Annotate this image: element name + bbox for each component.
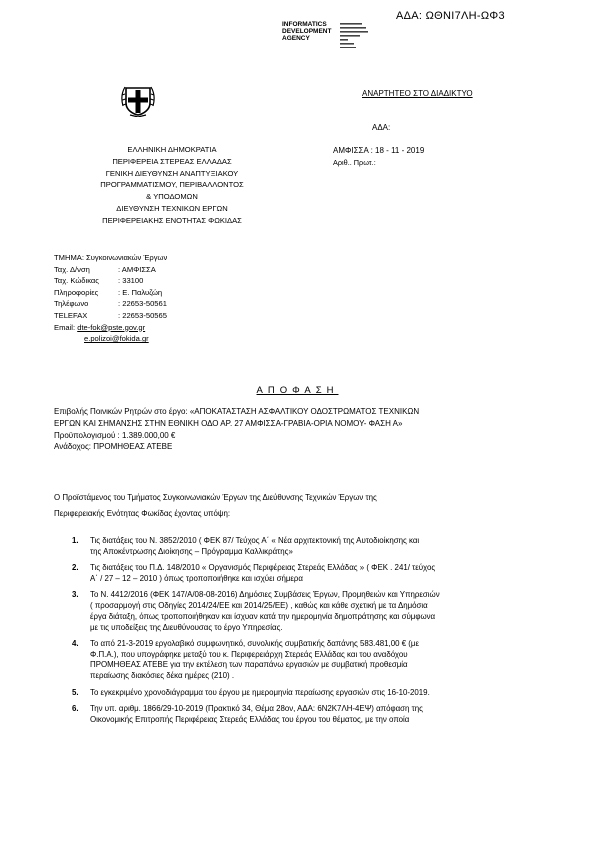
contact-label: Ταχ. Κώδικας [54, 276, 99, 286]
contact-row [54, 275, 167, 287]
contact-value: : 22653-50561 [118, 299, 167, 309]
contact-value: : 22653-50565 [118, 310, 167, 320]
item-number: 1. [72, 536, 79, 545]
contact-label: Ταχ. Δ/νση [54, 264, 90, 274]
list-item [72, 590, 440, 633]
email-label: Email: [54, 322, 78, 332]
list-item [72, 563, 440, 585]
contact-row [54, 264, 167, 276]
item-line: Α΄ / 27 – 12 – 2010 ) όπως τροποποιήθηκε και ισχύει σήμερα [90, 573, 303, 583]
contact-label: Πληροφορίες [54, 287, 99, 297]
list-item [72, 688, 440, 699]
document-title: ΑΠΟΦΑΣΗ [256, 385, 339, 396]
list-item [72, 536, 440, 558]
authority-line: ΠΡΟΓΡΑΜΜΑΤΙΣΜΟΥ, ΠΕΡΙΒΑΛΛΟΝΤΟΣ [100, 180, 244, 190]
item-line: Οικονομικής Επιτροπής Περιφέρειας Στερεάς Ελλάδας του έργου του θέματος, με την οποία [90, 714, 410, 724]
decision-subject [54, 406, 542, 453]
item-line: Φ.Π.Α.), που υπογράφηκε μεταξύ του κ. Περιφερειάρχη Στερεάς Ελλάδας και του αναδόχου [90, 649, 408, 659]
item-line: ( προσαρμογή στις Οδηγίες 2014/24/ΕΕ και 2014/25/ΕΕ) , καθώς και κάθε σχετική με τα Δημόσια [90, 600, 428, 610]
authority-line: ΕΛΛΗΝΙΚΗ ΔΗΜΟΚΡΑΤΙΑ [127, 145, 217, 154]
contact-value: : Ε. Παλυζώη [118, 287, 163, 297]
logo-line: INFORMATICS [282, 21, 327, 28]
item-line: έργα διάταξη, όπως τροποποιήθηκαν και ίσχυαν κατά την ημερομηνία δημοπράτησης και σύμφωνα [90, 611, 436, 621]
email-row [54, 322, 167, 334]
email-link-secondary[interactable]: e.polizoi@fokida.gr [84, 334, 149, 344]
place-date: ΑΜΦΙΣΣΑ : 18 - 11 - 2019 [333, 146, 425, 155]
item-line: Τις διατάξεις του Ν. 3852/2010 ( ΦΕΚ 87/ Τεύχος Α΄ « Νέα αρχιτεκτονική της Αυτοδιοίκησης και [90, 536, 420, 545]
ada-header: ΑΔΑ: ΩΘΝΙ7ΛΗ-ΩΦ3 [396, 10, 505, 22]
authority-line: ΔΙΕΥΘΥΝΣΗ ΤΕΧΝΙΚΩΝ ΕΡΓΩΝ [116, 203, 228, 213]
publish-online-notice: ΑΝΑΡΤΗΤΕΟ ΣΤΟ ΔΙΑΔΙΚΤΥΟ [362, 89, 473, 98]
item-number: 6. [72, 703, 79, 713]
contact-row [54, 287, 167, 299]
authority-line: ΠΕΡΙΦΕΡΕΙΑΚΗΣ ΕΝΟΤΗΤΑΣ ΦΩΚΙΔΑΣ [102, 215, 242, 225]
email-link-primary[interactable]: dte-fok@pste.gov.gr [77, 322, 146, 332]
contact-value: : 33100 [118, 276, 144, 286]
budget-line: Προϋπολογισμού : 1.389.000,00 € [54, 430, 176, 440]
item-number: 3. [72, 590, 79, 600]
item-number: 4. [72, 638, 79, 648]
item-line: Τις διατάξεις του Π.Δ. 148/2010 « Οργανισμός Περιφέρειας Στερεάς Ελλάδας » ( ΦΕΚ . 241/ τεύχος [90, 563, 436, 573]
considerations-list [72, 536, 440, 731]
contact-label: Τηλέφωνο [54, 299, 89, 309]
item-line: Την υπ. αριθμ. 1866/29-10-2019 (Πρακτικό 34, Θέμα 28ον, ΑΔΑ: 6Ν2Κ7ΛΗ-4ΕΨ) απόφαση της [90, 703, 423, 713]
logo-small-print-icon [340, 22, 374, 48]
informatics-agency-logo [282, 21, 331, 42]
item-line: ΠΡΟΜΗΘΕΑΣ ΑΤΕΒΕ για την εκτέλεση των παραπάνω εργασιών με συμβατική προθεσμία [90, 660, 408, 670]
authority-line: ΓΕΝΙΚΗ ΔΙΕΥΘΥΝΣΗ ΑΝΑΠΤΥΞΙΑΚΟΥ [105, 168, 239, 178]
subject-line: Επιβολής Ποινικών Ρητρών στο έργο: «ΑΠΟΚΑΤΑΣΤΑΣΗ ΑΣΦΑΛΤΙΚΟΥ ΟΔΟΣΤΡΩΜΑΤΟΣ ΤΕΧΝΙΚΩΝ [54, 407, 420, 416]
item-line: Το από 21-3-2019 εργολαβικό συμφωνητικό, συνολικής συμβατικής δαπάνης 583.481,00 € (με [90, 638, 419, 648]
item-number: 5. [72, 687, 79, 697]
intro-line: Περιφερειακής Ενότητας Φωκίδας έχοντας υπόψη: [54, 509, 231, 518]
item-number: 2. [72, 563, 79, 573]
list-item [72, 639, 440, 682]
issuing-authority [72, 144, 272, 227]
authority-line: ΠΕΡΙΦΕΡΕΙΑ ΣΤΕΡΕΑΣ ΕΛΛΑΔΑΣ [112, 156, 232, 166]
contact-value: : ΑΜΦΙΣΣΑ [118, 264, 156, 274]
item-line: Το εγκεκριμένο χρονοδιάγραμμα του έργου με ημερομηνία περαίωσης εργασιών στις 16-10-2019. [90, 687, 430, 697]
contact-row [54, 298, 167, 310]
contact-row [54, 310, 167, 322]
intro-paragraph [54, 490, 377, 522]
item-line: της Αποκέντρωσης Διοίκησης – Πρόγραμμα Καλλικράτης» [90, 546, 293, 556]
subject-line: ΕΡΓΩΝ ΚΑΙ ΣΗΜΑΝΣΗΣ ΣΤΗΝ ΕΘΝΙΚΗ ΟΔΟ ΑΡ. 27 ΑΜΦΙΣΣΑ-ΓΡΑΒΙΑ-ΟΡΙΑ ΝΟΜΟΥ- ΦΑΣΗ Α» [54, 418, 403, 428]
contact-label: TELEFAX [54, 310, 88, 320]
authority-line: & ΥΠΟΔΟΜΩΝ [146, 192, 198, 202]
contractor-line: Ανάδοχος: ΠΡΟΜΗΘΕΑΣ ΑΤΕΒΕ [54, 442, 173, 452]
department: ΤΜΗΜΑ: Συγκοινωνιακών Έργων [54, 253, 168, 262]
contact-info [54, 252, 167, 345]
ada-label: ΑΔΑ: [372, 123, 391, 132]
greek-coat-of-arms-icon [120, 79, 156, 117]
logo-line: DEVELOPMENT [282, 28, 332, 35]
list-item [72, 704, 440, 726]
email-row-secondary [54, 333, 167, 345]
item-line: με τις υποδείξεις της Διευθύνουσας το έργο Υπηρεσίας. [90, 622, 283, 632]
logo-line: AGENCY [282, 35, 310, 42]
intro-line: Ο Προϊστάμενος του Τμήματος Συγκοινωνιακών Έργων της Διεύθυνσης Τεχνικών Έργων της [54, 493, 377, 502]
item-line: Το Ν. 4412/2016 (ΦΕΚ 147/Α/08-08-2016) Δημόσιες Συμβάσεις Έργων, Προμηθειών και Υπηρεσιών [90, 590, 440, 600]
protocol-number: Αριθ.. Πρωτ.: [333, 158, 376, 167]
item-line: περαίωσης διακόσιες δέκα ημέρες (210) . [90, 671, 235, 681]
